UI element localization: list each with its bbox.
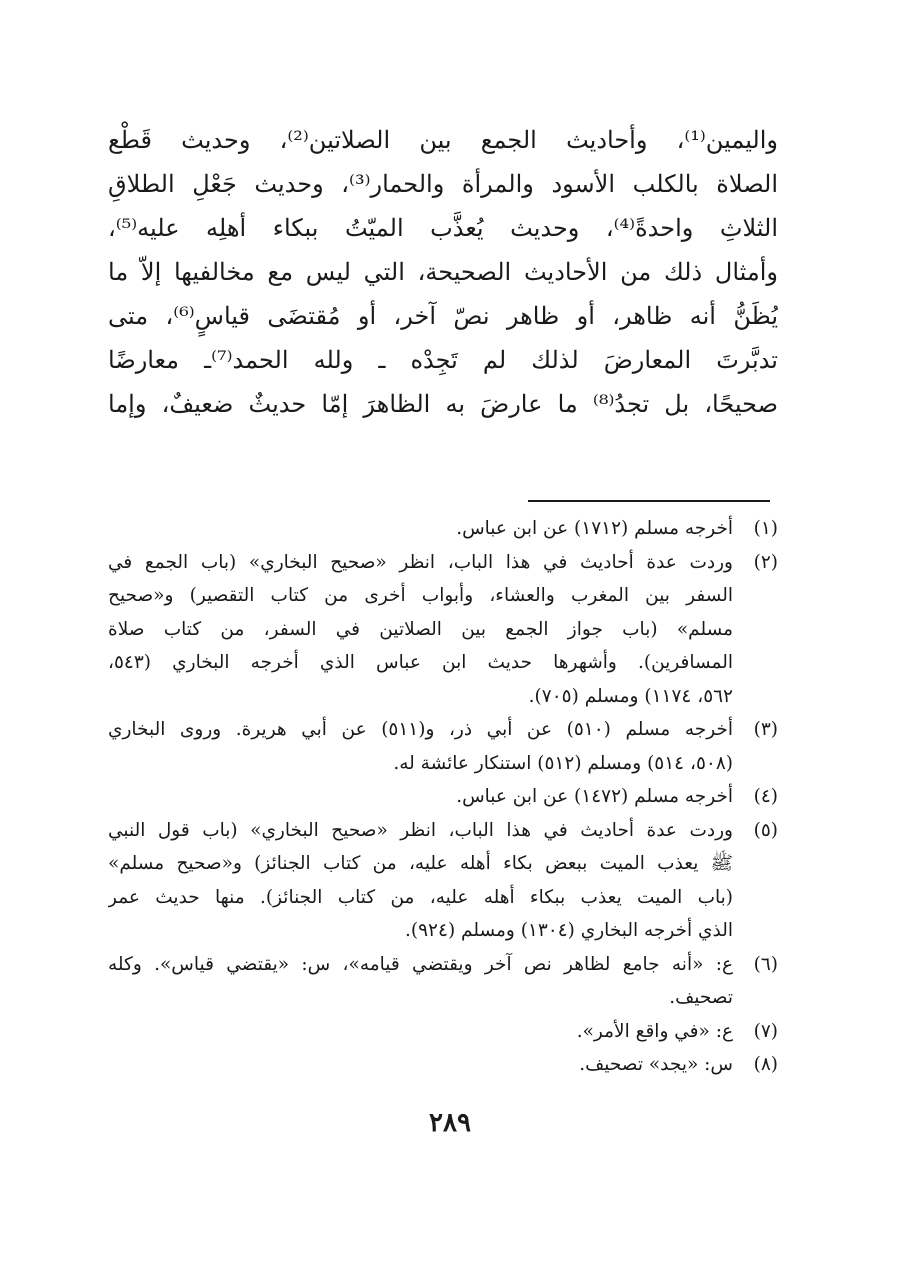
footnote-line: وردت عدة أحاديث في هذا الباب، انظر «صحيح البخاري» (باب قول النبي xyxy=(108,819,733,841)
main-text-line: الصلاة بالكلب الأسود والمرأة والحمار⁽³⁾، وحديث جَعْلِ الطلاقِ xyxy=(108,170,778,198)
footnote-line: المسافرين). وأشهرها حديث ابن عباس الذي أخرجه البخاري (٥٤٣، xyxy=(108,652,733,673)
footnote-number: (٢) xyxy=(753,551,778,573)
footnote-line: الذي أخرجه البخاري (١٣٠٤) ومسلم (٩٢٤). xyxy=(405,920,733,941)
footnote-line: ٥٦٢، ١١٧٤) ومسلم (٧٠٥). xyxy=(528,685,733,707)
footnote-1 xyxy=(108,512,778,546)
footnote-number: (٣) xyxy=(753,719,778,740)
footnote-line: أخرجه مسلم (١٧١٢) عن ابن عباس. xyxy=(456,518,733,539)
footnote-separator xyxy=(528,500,770,502)
main-text-line: صحيحًا، بل تجدُ⁽⁸⁾ ما عارضَ به الظاهرَ إمّا حديثٌ ضعيفٌ، وإما xyxy=(108,390,778,418)
main-text-line: يُظَنُّ أنه ظاهر، أو ظاهر نصّ آخر، أو مُقتضَى قياسٍ⁽⁶⁾، متى xyxy=(108,302,778,330)
main-text xyxy=(108,118,778,426)
footnote-line: وردت عدة أحاديث في هذا الباب، انظر «صحيح البخاري» (باب الجمع في xyxy=(108,551,733,573)
footnote-number: (١) xyxy=(753,518,778,539)
main-text-line: الثلاثِ واحدةً⁽⁴⁾، وحديث يُعذَّب الميّتُ ببكاء أهلِه عليه⁽⁵⁾، xyxy=(108,214,778,242)
footnote-7 xyxy=(108,1015,778,1049)
footnote-3 xyxy=(108,713,778,780)
footnote-number: (٧) xyxy=(753,1020,778,1042)
footnote-line: ﷺ يعذب الميت ببعض بكاء أهله عليه، من كتاب الجنائز) و«صحيح مسلم» xyxy=(108,853,733,874)
footnote-line: أخرجه مسلم (١٤٧٢) عن ابن عباس. xyxy=(456,786,733,807)
footnote-line: مسلم» (باب جواز الجمع بين الصلاتين في السفر، من كتاب صلاة xyxy=(108,618,733,640)
footnote-8 xyxy=(108,1048,778,1082)
footnote-6 xyxy=(108,948,778,1015)
footnote-2 xyxy=(108,546,778,714)
footnote-line: أخرجه مسلم (٥١٠) عن أبي ذر، و(٥١١) عن أبي هريرة. وروى البخاري xyxy=(108,719,733,740)
main-text-line: تدبَّرتَ المعارضَ لذلك لم تَجِدْه ـ ولله الحمد⁽⁷⁾ـ معارضًا xyxy=(108,346,778,374)
footnote-line: س: «يجد» تصحيف. xyxy=(579,1054,733,1075)
footnote-4 xyxy=(108,780,778,814)
page-number: ٢٨٩ xyxy=(429,1108,471,1138)
footnote-number: (٤) xyxy=(753,786,778,807)
footnote-line: (باب الميت يعذب ببكاء أهله عليه، من كتاب الجنائز). منها حديث عمر xyxy=(108,886,733,908)
footnote-line: ع: «أنه جامع لظاهر نص آخر ويقتضي قيامه»، س: «يقتضي قياس». وكله xyxy=(108,953,733,975)
main-text-line: وأمثال ذلك من الأحاديث الصحيحة، التي ليس مع مخالفيها إلاّ ما xyxy=(108,258,778,286)
footnote-line: (٥٠٨، ٥١٤) ومسلم (٥١٢) استنكار عائشة له. xyxy=(393,752,733,774)
footnote-line: السفر بين المغرب والعشاء، وأبواب أخرى من كتاب التقصير) و«صحيح xyxy=(108,585,733,606)
main-text-line: واليمين⁽¹⁾، وأحاديث الجمع بين الصلاتين⁽²⁾، وحديث قَطْع xyxy=(108,126,778,154)
footnote-number: (٨) xyxy=(753,1054,778,1075)
footnote-5 xyxy=(108,814,778,948)
footnote-number: (٦) xyxy=(753,953,778,975)
footnotes xyxy=(108,512,778,1082)
footnote-line: تصحيف. xyxy=(669,987,733,1008)
footnote-line: ع: «في واقع الأمر». xyxy=(576,1020,733,1042)
footnote-number: (٥) xyxy=(753,819,778,841)
